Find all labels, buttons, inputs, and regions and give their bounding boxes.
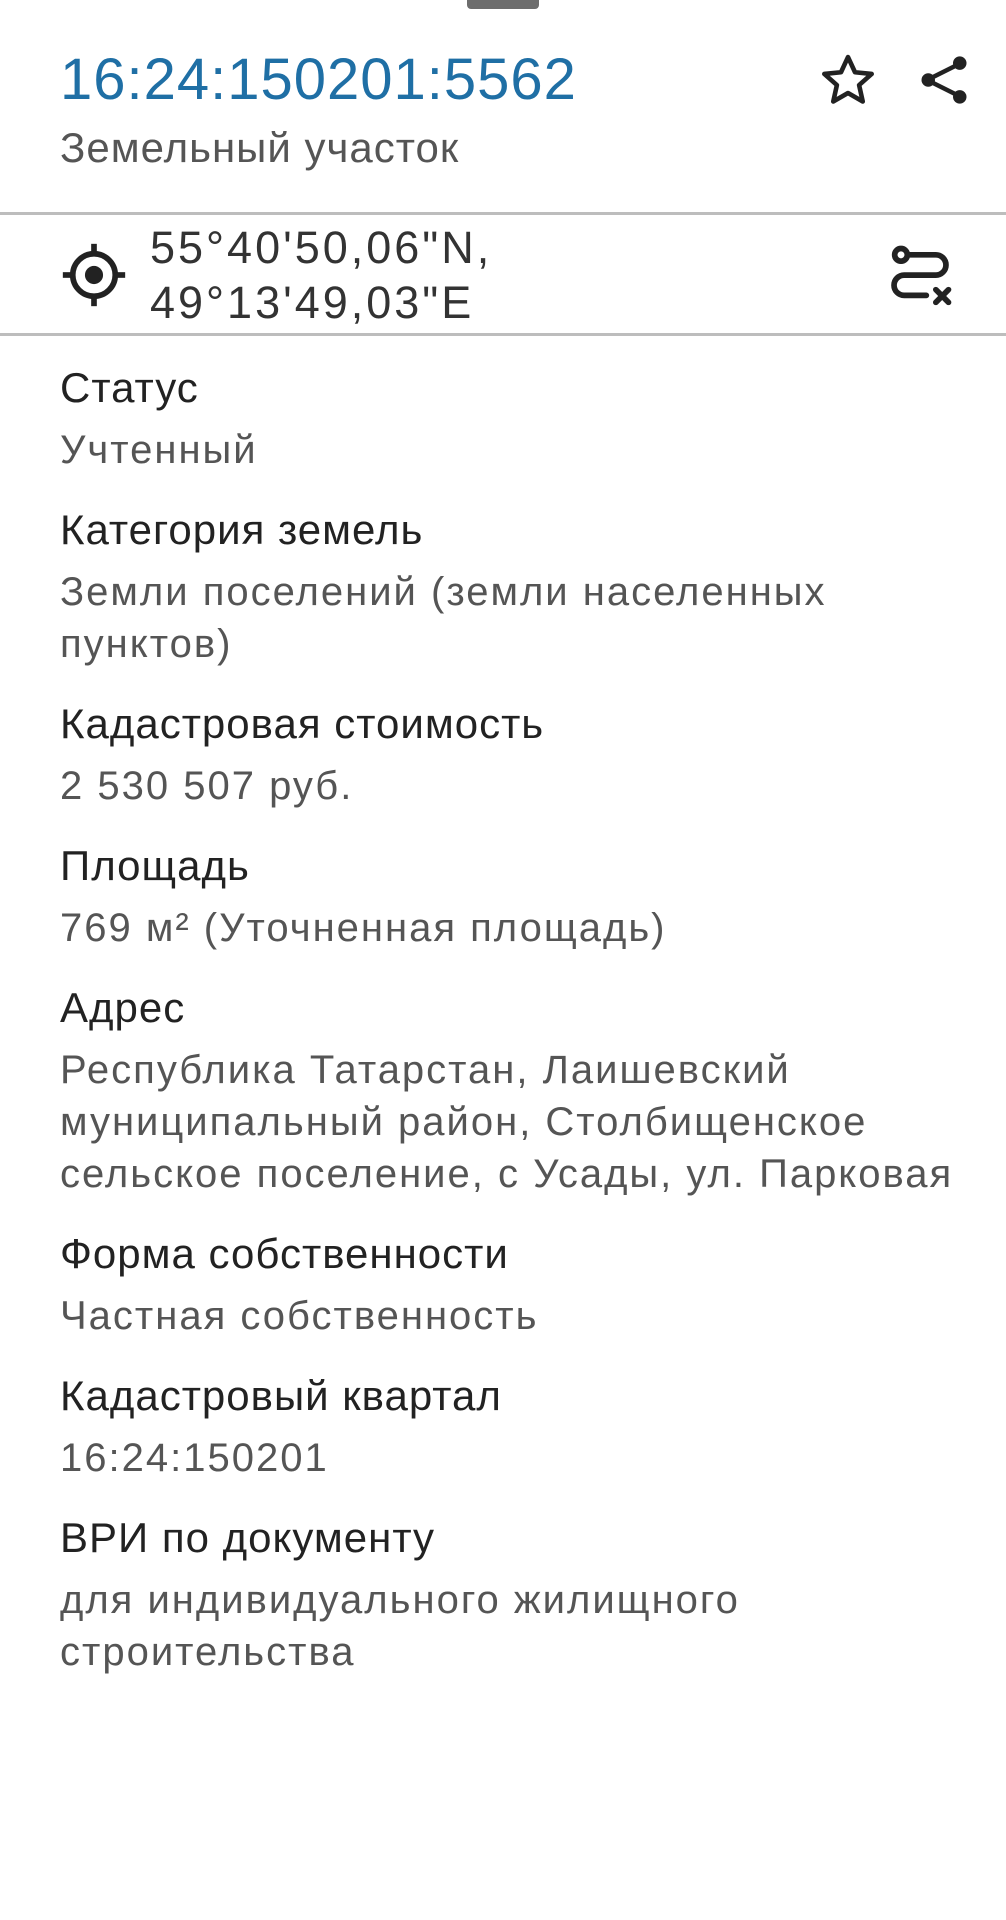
object-type: Земельный участок [60, 124, 460, 171]
star-outline-icon [819, 51, 877, 109]
object-details [0, 360, 1006, 1704]
field-label: Площадь [60, 842, 250, 889]
header-actions [816, 48, 976, 112]
coordinates-row [0, 215, 1006, 333]
field-permitted-use [0, 1510, 1006, 1678]
field-value: Земли поселений (земли населенных пунктов) [60, 570, 827, 666]
latitude: 55°40'50,06"N, [150, 222, 493, 273]
field-cadastral-quarter [0, 1368, 1006, 1484]
object-header [0, 0, 1006, 212]
field-value: Частная собственность [60, 1294, 539, 1338]
field-label: Форма собственности [60, 1230, 509, 1277]
field-address [0, 980, 1006, 1200]
field-value: Республика Татарстан, Лаишевский муниципальный район, Столбищенское сельское поселение, с Усады, ул. Парковая [60, 1048, 954, 1196]
coordinates-divider [0, 333, 1006, 336]
field-value[interactable]: 16:24:150201 [60, 1436, 329, 1480]
cadastral-number: 16:24:150201:5562 [60, 47, 577, 112]
field-status [0, 360, 1006, 476]
field-label: Кадастровая стоимость [60, 700, 545, 747]
field-label: Адрес [60, 984, 186, 1031]
field-land-category [0, 502, 1006, 670]
field-label: Статус [60, 364, 199, 411]
field-label: Категория земель [60, 506, 424, 553]
favorite-button[interactable] [816, 48, 880, 112]
field-value: для индивидуального жилищного строительства [60, 1578, 740, 1674]
field-value: 2 530 507 руб. [60, 764, 354, 808]
field-area [0, 838, 1006, 954]
field-value: 769 м² (Уточненная площадь) [60, 906, 667, 950]
field-value: Учтенный [60, 428, 258, 472]
route-icon [882, 239, 958, 315]
coordinates-text[interactable] [150, 220, 492, 330]
share-button[interactable] [912, 48, 976, 112]
target-icon [60, 241, 128, 309]
field-ownership-form [0, 1226, 1006, 1342]
field-label: Кадастровый квартал [60, 1372, 502, 1419]
field-cadastral-value [0, 696, 1006, 812]
longitude: 49°13'49,03"E [150, 277, 475, 328]
route-button[interactable] [882, 239, 958, 315]
share-icon [917, 53, 971, 107]
field-label: ВРИ по документу [60, 1514, 436, 1561]
